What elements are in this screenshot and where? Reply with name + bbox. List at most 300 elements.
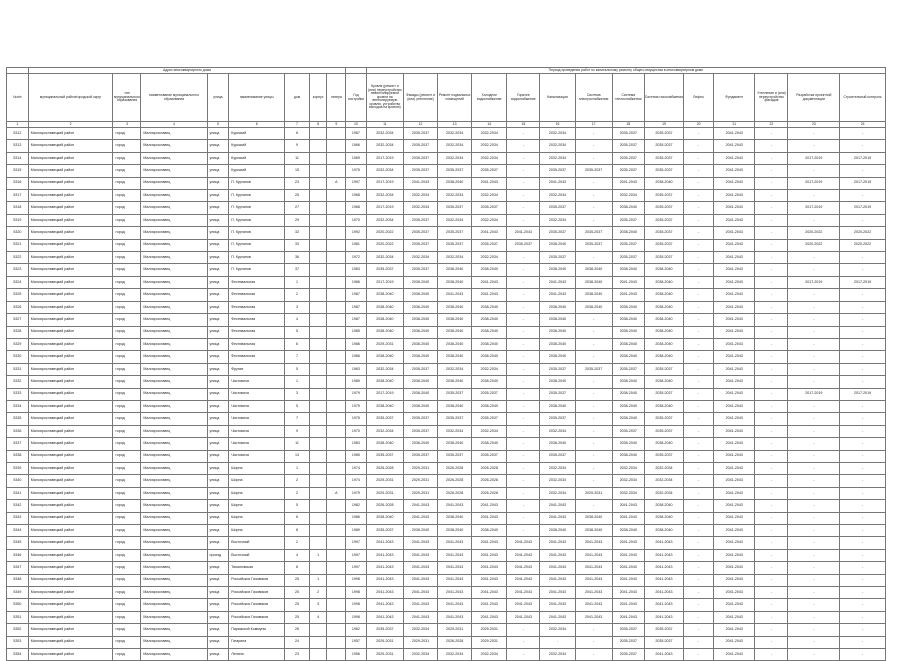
table-cell: 5317 [7,190,29,202]
table-cell: - [684,376,714,388]
table-cell: Фестивальная [229,351,285,363]
column-number: 24 [840,122,886,128]
table-cell [327,376,346,388]
table-cell [309,128,327,140]
table-cell: - [755,363,788,375]
table-cell: - [755,599,788,611]
table-cell: город [113,400,141,412]
table-cell: 1975 [346,165,367,177]
table-cell: город [113,227,141,239]
table-cell [309,388,327,400]
table-cell: город [113,376,141,388]
table-cell: 2038-2040 [644,400,683,412]
table-row [7,512,886,524]
table-cell: Малоярославец [141,425,207,437]
table-row [7,549,886,561]
table-cell: - [684,500,714,512]
table-cell: - [684,574,714,586]
table-cell: 2038-2040 [403,438,437,450]
table-cell: город [113,587,141,599]
table-cell: 2035-2037 [644,388,683,400]
table-cell [309,202,327,214]
table-cell: - [755,525,788,537]
table-cell: 2035-2037 [612,165,644,177]
table-cell: 2029-2031 [403,636,437,648]
table-cell: 2038-2040 [540,525,575,537]
table-cell: Малоярославец [141,289,207,301]
table-cell: - [788,351,840,363]
table-cell: 2029-2031 [403,475,437,487]
table-cell: - [507,475,540,487]
table-cell: 2017-2019 [366,152,403,164]
table-cell: улица [207,562,229,574]
table-cell: 2038-2040 [644,512,683,524]
col-meters-header: Утепление и (или) переустройство фасадов [755,74,788,122]
table-cell: 2032-2034 [644,475,683,487]
table-cell: улица [207,587,229,599]
table-cell: - [684,537,714,549]
table-cell: Малоярославецкий район [28,140,113,152]
table-cell: - [840,611,886,623]
table-cell: 2038-2040 [438,400,472,412]
table-cell: улица [207,487,229,499]
table-cell: 2041-2043 [714,525,755,537]
table-cell: 2038-2040 [644,326,683,338]
table-cell: - [575,624,612,636]
table-cell: 2035-2037 [438,388,472,400]
table-cell: 2032-2034 [472,649,507,661]
table-cell: - [788,165,840,177]
table-cell: - [684,611,714,623]
table-cell: - [507,624,540,636]
column-number: 10 [346,122,367,128]
table-cell: 2038-2040 [438,314,472,326]
table-row [7,301,886,313]
column-number: 21 [714,122,755,128]
table-cell: 2032-2034 [438,252,472,264]
table-cell: улица [207,400,229,412]
table-cell: 2038-2040 [540,314,575,326]
table-row [7,314,886,326]
table-cell: 2032-2034 [540,624,575,636]
table-cell: 2038-2040 [438,512,472,524]
table-cell: 13 [285,450,310,462]
table-row [7,400,886,412]
table-cell: 2041-2043 [403,537,437,549]
table-cell: 2041-2043 [540,599,575,611]
table-cell: Куркский [229,140,285,152]
table-cell: город [113,549,141,561]
table-cell: 2038-2040 [472,326,507,338]
table-cell: Малоярославецкий район [28,351,113,363]
table-cell: 2035-2037 [403,425,437,437]
table-cell: 2041-2043 [472,177,507,189]
col-settlement-header: наименование муниципального образования [141,74,207,122]
table-cell: Малоярославецкий район [28,611,113,623]
table-cell: 2041-2043 [714,227,755,239]
table-cell: - [788,475,840,487]
table-cell: 11 [285,438,310,450]
table-cell: 2032-2034 [612,190,644,202]
table-cell: 2035-2037 [472,450,507,462]
table-cell: 2035-2037 [403,363,437,375]
table-cell: - [507,301,540,313]
table-cell: 3 [285,388,310,400]
table-cell: 2041-2043 [472,512,507,524]
table-cell: - [755,252,788,264]
table-cell: 2035-2037 [644,165,683,177]
table-row [7,475,886,487]
table-cell: Малоярославец [141,326,207,338]
table-cell [327,512,346,524]
col-sewer-header: Канализация [540,74,575,122]
table-cell: Малоярославецкий район [28,165,113,177]
table-cell: Малоярославец [141,537,207,549]
table-cell: 1997 [346,549,367,561]
table-cell: - [840,574,886,586]
table-cell: 7 [285,351,310,363]
table-cell: 2041-2043 [714,214,755,226]
table-cell: - [840,475,886,487]
table-cell: 2041-2043 [714,351,755,363]
table-cell: 2038-2040 [403,326,437,338]
table-cell: - [507,462,540,474]
table-cell: - [575,326,612,338]
table-cell: 2041-2043 [714,276,755,288]
table-cell [327,462,346,474]
table-cell [327,388,346,400]
table-cell: 2020-2022 [366,239,403,251]
table-cell: 2038-2040 [575,301,612,313]
column-number: 19 [644,122,683,128]
table-cell: - [755,475,788,487]
table-cell: 2041-2043 [714,649,755,661]
table-cell: А [327,487,346,499]
table-cell: 9 [285,140,310,152]
table-cell: 5347 [7,562,29,574]
table-cell: - [575,140,612,152]
table-cell [309,264,327,276]
table-cell: 37 [285,264,310,276]
table-cell: Малоярославецкий район [28,649,113,661]
table-cell: - [755,177,788,189]
table-cell: - [788,549,840,561]
table-cell: 2041-2043 [438,574,472,586]
table-cell: 2032-2034 [644,462,683,474]
table-cell: - [788,587,840,599]
table-cell: 2038-2040 [612,326,644,338]
table-cell: 1989 [346,525,367,537]
table-cell: 2041-2043 [507,574,540,586]
table-cell: Малоярославецкий район [28,363,113,375]
table-cell: улица [207,636,229,648]
table-cell: 2032-2034 [438,649,472,661]
col-lifts-header: Лифты [684,74,714,122]
table-cell: 2035-2037 [612,239,644,251]
table-cell: 8 [285,525,310,537]
table-cell: - [575,400,612,412]
table-cell: 2038-2040 [540,400,575,412]
table-cell: Малоярославецкий район [28,487,113,499]
table-cell [309,512,327,524]
table-cell: - [840,363,886,375]
table-cell: 2041-2043 [540,549,575,561]
table-cell: 2038-2040 [644,276,683,288]
table-cell: 2041-2043 [714,264,755,276]
table-cell: 2032-2034 [403,190,437,202]
table-cell: - [507,152,540,164]
table-cell: 2032-2034 [612,475,644,487]
table-cell: - [507,376,540,388]
table-cell: Малоярославецкий район [28,438,113,450]
table-cell: 2041-2043 [612,562,644,574]
table-cell [327,599,346,611]
table-cell [309,624,327,636]
column-number: 3 [113,122,141,128]
table-cell: 2035-2037 [612,636,644,648]
table-cell: 1985 [346,326,367,338]
table-cell: Малоярославецкий район [28,301,113,313]
table-cell: 2041-2043 [714,413,755,425]
table-row [7,649,886,661]
table-cell: 2035-2037 [472,388,507,400]
table-cell: 2038-2040 [575,525,612,537]
table-cell: 2041-2043 [540,611,575,623]
table-cell: - [507,264,540,276]
table-cell: - [788,599,840,611]
table-cell [327,165,346,177]
table-cell: - [684,487,714,499]
table-cell: 2041-2043 [438,611,472,623]
table-cell: 2017-2019 [366,177,403,189]
table-cell: - [507,525,540,537]
table-cell: 2032-2034 [438,190,472,202]
table-cell: 2035-2037 [403,214,437,226]
table-cell: 2038-2040 [472,525,507,537]
table-cell: - [840,400,886,412]
col-street-type-header: улица [207,74,229,122]
table-cell: 6 [285,128,310,140]
table-cell: - [755,450,788,462]
table-cell: - [788,649,840,661]
table-cell: - [840,525,886,537]
table-cell: Шорна [229,475,285,487]
table-row [7,128,886,140]
table-cell: 2038-2040 [540,376,575,388]
table-cell: 1 [285,276,310,288]
table-cell: 1998 [346,599,367,611]
table-cell: Малоярославецкий район [28,450,113,462]
table-cell [309,413,327,425]
table-cell: 5353 [7,636,29,648]
table-cell: - [755,413,788,425]
table-cell [327,562,346,574]
table-cell: - [507,338,540,350]
table-cell: 2041-2043 [714,475,755,487]
table-row [7,500,886,512]
table-cell: - [507,326,540,338]
table-cell: 2041-2043 [714,140,755,152]
table-cell: 2041-2043 [714,177,755,189]
table-cell: - [684,301,714,313]
table-cell: 2041-2043 [403,574,437,586]
table-cell: город [113,326,141,338]
table-row [7,487,886,499]
table-cell: - [684,438,714,450]
table-cell: - [788,252,840,264]
table-cell: - [755,289,788,301]
table-cell: 2035-2037 [644,140,683,152]
table-row [7,425,886,437]
table-row [7,450,886,462]
table-cell: 2029-2031 [366,475,403,487]
table-cell: 2041-2043 [507,549,540,561]
col-supervision-header: Строительный контроль [840,74,886,122]
col-design-header: Разработка проектной документации [788,74,840,122]
table-cell [309,425,327,437]
table-cell: 2041-2043 [612,599,644,611]
table-cell: 1979 [346,487,367,499]
table-cell: - [684,400,714,412]
table-cell: 2035-2037 [438,413,472,425]
table-cell [327,525,346,537]
table-cell: 1 [285,376,310,388]
table-cell: 1987 [346,289,367,301]
table-cell: Фестивальная [229,289,285,301]
table-cell: 1974 [346,462,367,474]
table-cell: 2038-2040 [612,314,644,326]
table-cell [327,140,346,152]
table-cell: 2035-2037 [612,363,644,375]
table-cell: 2038-2040 [612,351,644,363]
table-cell: - [684,587,714,599]
table-cell: 2038-2040 [540,326,575,338]
table-cell [309,649,327,661]
table-cell: 5328 [7,326,29,338]
table-cell: 2041-2043 [575,549,612,561]
header-columns-row [7,74,886,122]
table-cell: 6 [285,338,310,350]
table-cell: - [755,537,788,549]
table-cell: 2041-2043 [403,512,437,524]
table-cell: город [113,276,141,288]
table-cell: город [113,388,141,400]
table-cell: П. Курганов [229,202,285,214]
table-cell: Малоярославец [141,351,207,363]
table-cell: - [684,227,714,239]
col-cold-water-header: Холодное водоснабжение [472,74,507,122]
table-cell: Малоярославецкий район [28,636,113,648]
table-cell: П. Курганов [229,264,285,276]
col-roof-header: Кровля (ремонт и (или) переустройство невентилируемой кровли на вентилируемую кровлю, устройство выходов на кровлю) [366,74,403,122]
table-cell: улица [207,512,229,524]
table-cell: 2041-2043 [472,587,507,599]
table-cell: Малоярославец [141,264,207,276]
table-cell: 1983 [346,438,367,450]
table-cell [309,190,327,202]
table-cell: 1974 [346,475,367,487]
table-cell: 2032-2034 [540,475,575,487]
table-cell: - [788,314,840,326]
table-cell [309,165,327,177]
table-cell [327,264,346,276]
table-cell: 2032-2034 [540,152,575,164]
table-cell: - [575,462,612,474]
table-cell: 2038-2040 [644,438,683,450]
table-cell: Чистовича [229,438,285,450]
table-cell: 2041-2043 [366,599,403,611]
table-cell: Малоярославецкий район [28,537,113,549]
table-row [7,525,886,537]
table-cell: - [575,190,612,202]
table-cell: - [788,425,840,437]
table-cell: 2038-2040 [644,338,683,350]
table-cell: 5352 [7,624,29,636]
table-cell: 2035-2037 [403,239,437,251]
table-cell: 5335 [7,413,29,425]
table-cell: - [575,500,612,512]
table-cell: Малоярославец [141,252,207,264]
table-cell: 2017-2019 [840,177,886,189]
table-cell: 2041-2043 [714,537,755,549]
table-cell: Малоярославецкий район [28,252,113,264]
table-cell: 2017-2019 [840,152,886,164]
table-cell: - [840,214,886,226]
table-cell: 32 [285,227,310,239]
table-cell: 1 [309,574,327,586]
table-row [7,376,886,388]
table-cell [327,301,346,313]
table-cell: - [575,128,612,140]
table-row [7,599,886,611]
table-cell: 2041-2043 [366,549,403,561]
table-cell [327,152,346,164]
table-cell: 2038-2040 [644,264,683,276]
table-cell: 2041-2043 [612,512,644,524]
table-cell: 2041-2043 [472,611,507,623]
table-cell: 2020-2022 [788,239,840,251]
table-cell: 2035-2037 [366,264,403,276]
table-cell: - [684,462,714,474]
table-cell: 2035-2037 [403,264,437,276]
table-cell: 2041-2043 [714,239,755,251]
table-cell: 2038-2040 [575,264,612,276]
table-cell: 2032-2034 [438,363,472,375]
table-cell: - [575,450,612,462]
table-cell: 2038-2040 [644,525,683,537]
table-cell: - [575,177,612,189]
table-cell: - [840,636,886,648]
table-cell: 5 [285,400,310,412]
table-cell: 2038-2040 [403,276,437,288]
table-cell: улица [207,500,229,512]
table-cell: 2017-2019 [840,276,886,288]
table-cell: 2041-2043 [714,599,755,611]
table-cell: Малоярославец [141,611,207,623]
table-cell: город [113,289,141,301]
table-cell: 2035-2037 [403,450,437,462]
table-cell: город [113,462,141,474]
table-cell: - [575,413,612,425]
table-cell [309,636,327,648]
table-cell: 2038-2040 [472,301,507,313]
table-cell: 33 [285,239,310,251]
table-cell: улица [207,425,229,437]
table-cell: 25 [285,599,310,611]
table-cell: - [507,165,540,177]
table-cell: 2038-2040 [438,338,472,350]
table-cell: улица [207,649,229,661]
